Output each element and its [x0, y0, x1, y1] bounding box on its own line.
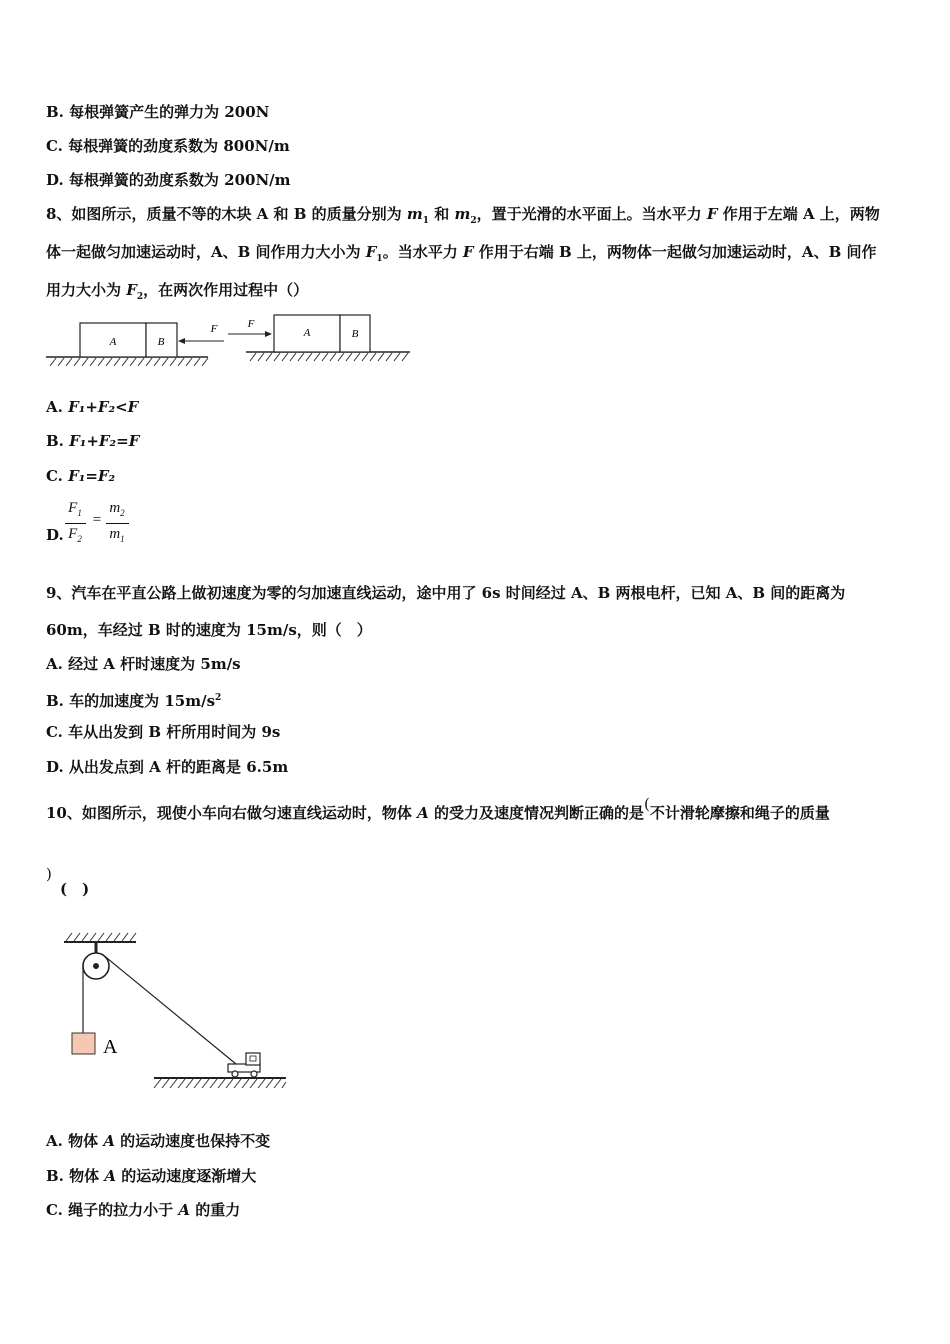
- q8-option-b: B. F₁+F₂=F: [46, 432, 140, 450]
- q8-option-c: C. F₁=F₂: [46, 467, 116, 485]
- block-a-right-label: A: [303, 327, 311, 339]
- q8-option-d-label: D.: [46, 526, 64, 544]
- q9-stem-line1: 9、汽车在平直公路上做初速度为零的匀加速直线运动，途中用了 6s 时间经过 A、B 两根电杆，已知 A、B 间的距离为: [46, 584, 846, 602]
- force-label-right: F: [247, 318, 255, 330]
- q7-option-c: C. 每根弹簧的劲度系数为 800N/m: [46, 137, 290, 155]
- q9-option-a: A. 经过 A 杆时速度为 5m/s: [46, 655, 241, 673]
- q10-option-a: A. 物体 A 的运动速度也保持不变: [46, 1132, 271, 1150]
- block-a: [72, 1033, 95, 1054]
- q8-blocks-figure: [44, 312, 416, 372]
- q9-stem-line2: 60m，车经过 B 时的速度为 15m/s，则（ ）: [46, 621, 372, 639]
- q9-option-d: D. 从出发点到 A 杆的距离是 6.5m: [46, 758, 289, 776]
- q9-option-c: C. 车从出发到 B 杆所用时间为 9s: [46, 723, 281, 741]
- block-a-label: A: [103, 1036, 118, 1058]
- q8-option-a: A. F₁+F₂<F: [46, 398, 139, 416]
- q8-stem-line2: 体一起做匀加速运动时，A、B 间作用力大小为 $F_1$。当水平力 F 作用于右端 B 上，两物体一起做匀加速运动时，A、B 间作: [46, 243, 877, 264]
- q10-stem-paren-close: ): [46, 865, 52, 883]
- q7-option-b: B. 每根弹簧产生的弹力为 200N: [46, 103, 270, 121]
- block-b-right-label: B: [351, 328, 359, 340]
- q7-option-d: D. 每根弹簧的劲度系数为 200N/m: [46, 171, 291, 189]
- q10-option-b: B. 物体 A 的运动速度逐渐增大: [46, 1167, 257, 1185]
- q8-stem-line3: 用力大小为 $F_2$，在两次作用过程中（）: [46, 281, 309, 302]
- block-b-left-label: B: [157, 336, 165, 348]
- q10-answer-blank: ( ): [60, 880, 90, 898]
- force-label-left: F: [210, 323, 218, 335]
- block-a-left-label: A: [109, 336, 117, 348]
- q10-pulley-figure: [58, 924, 298, 1096]
- q10-stem-line1: 10、如图所示，现使小车向右做匀速直线运动时，物体 A 的受力及速度情况判断正确的是(不计滑轮摩擦和绳子的质量: [46, 795, 830, 822]
- q8-stem-line1: 8、如图所示，质量不等的木块 A 和 B 的质量分别为 $m_1$ 和 $m_2$，置于光滑的水平面上。当水平力 F 作用于左端 A 上，两物: [46, 205, 880, 226]
- q10-option-c: C. 绳子的拉力小于 A 的重力: [46, 1201, 241, 1219]
- q9-option-b: B. 车的加速度为 $15m/s^2$: [46, 692, 222, 710]
- cart: [228, 1053, 260, 1077]
- q8-option-d-formula: $F_1$ $F_2$ = $m_2$ $m_1$: [64, 500, 144, 550]
